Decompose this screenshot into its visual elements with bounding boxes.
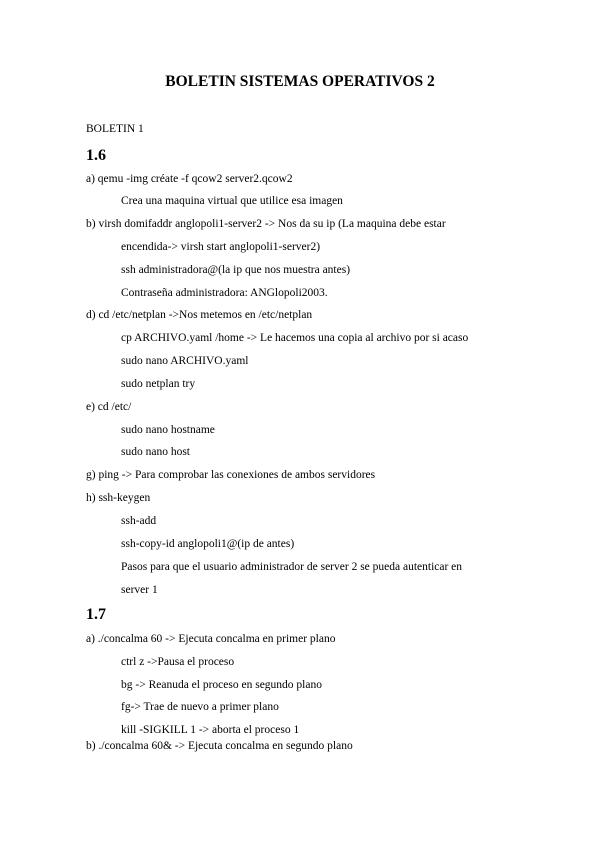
text-line: ctrl z ->Pausa el proceso — [121, 656, 235, 668]
text-line: Contraseña administradora: ANGlopoli2003. — [121, 287, 328, 299]
text-line: b) ./concalma 60& -> Ejecuta concalma en segundo plano — [86, 740, 353, 752]
text-line: sudo nano hostname — [121, 424, 215, 436]
text-line: fg-> Trae de nuevo a primer plano — [121, 701, 279, 713]
text-line: cp ARCHIVO.yaml /home -> Le hacemos una copia al archivo por si acaso — [121, 332, 469, 344]
text-line: Pasos para que el usuario administrador de server 2 se pueda autenticar en — [121, 561, 463, 573]
text-line: a) qemu -img créate -f qcow2 server2.qcow2 — [86, 173, 293, 185]
text-line: g) ping -> Para comprobar las conexiones de ambos servidores — [86, 469, 376, 481]
text-line: bg -> Reanuda el proceso en segundo plano — [121, 679, 322, 691]
text-line: encendida-> virsh start anglopoli1-server2) — [121, 241, 321, 253]
text-line: ssh administradora@(la ip que nos muestra antes) — [121, 264, 351, 276]
text-line: h) ssh-keygen — [86, 492, 151, 504]
text-line: e) cd /etc/ — [86, 401, 132, 413]
text-line: a) ./concalma 60 -> Ejecuta concalma en primer plano — [86, 633, 336, 645]
text-line: ssh-add — [121, 515, 157, 527]
boletin-label: BOLETIN 1 — [86, 123, 144, 135]
text-line: kill -SIGKILL 1 -> aborta el proceso 1 — [121, 724, 300, 736]
text-line: Crea una maquina virtual que utilice esa imagen — [121, 195, 343, 207]
text-line: sudo netplan try — [121, 378, 196, 390]
text-line: server 1 — [121, 584, 158, 596]
text-line: d) cd /etc/netplan ->Nos metemos en /etc/netplan — [86, 309, 313, 321]
section-heading: 1.6 — [86, 147, 106, 164]
text-line: b) virsh domifaddr anglopoli1-server2 -> Nos da su ip (La maquina debe estar — [86, 218, 446, 230]
text-line: sudo nano ARCHIVO.yaml — [121, 355, 249, 367]
text-line: sudo nano host — [121, 446, 190, 458]
text-line: ssh-copy-id anglopoli1@(ip de antes) — [121, 538, 295, 550]
section-heading: 1.7 — [86, 606, 106, 623]
document-title: BOLETIN SISTEMAS OPERATIVOS 2 — [165, 73, 435, 90]
